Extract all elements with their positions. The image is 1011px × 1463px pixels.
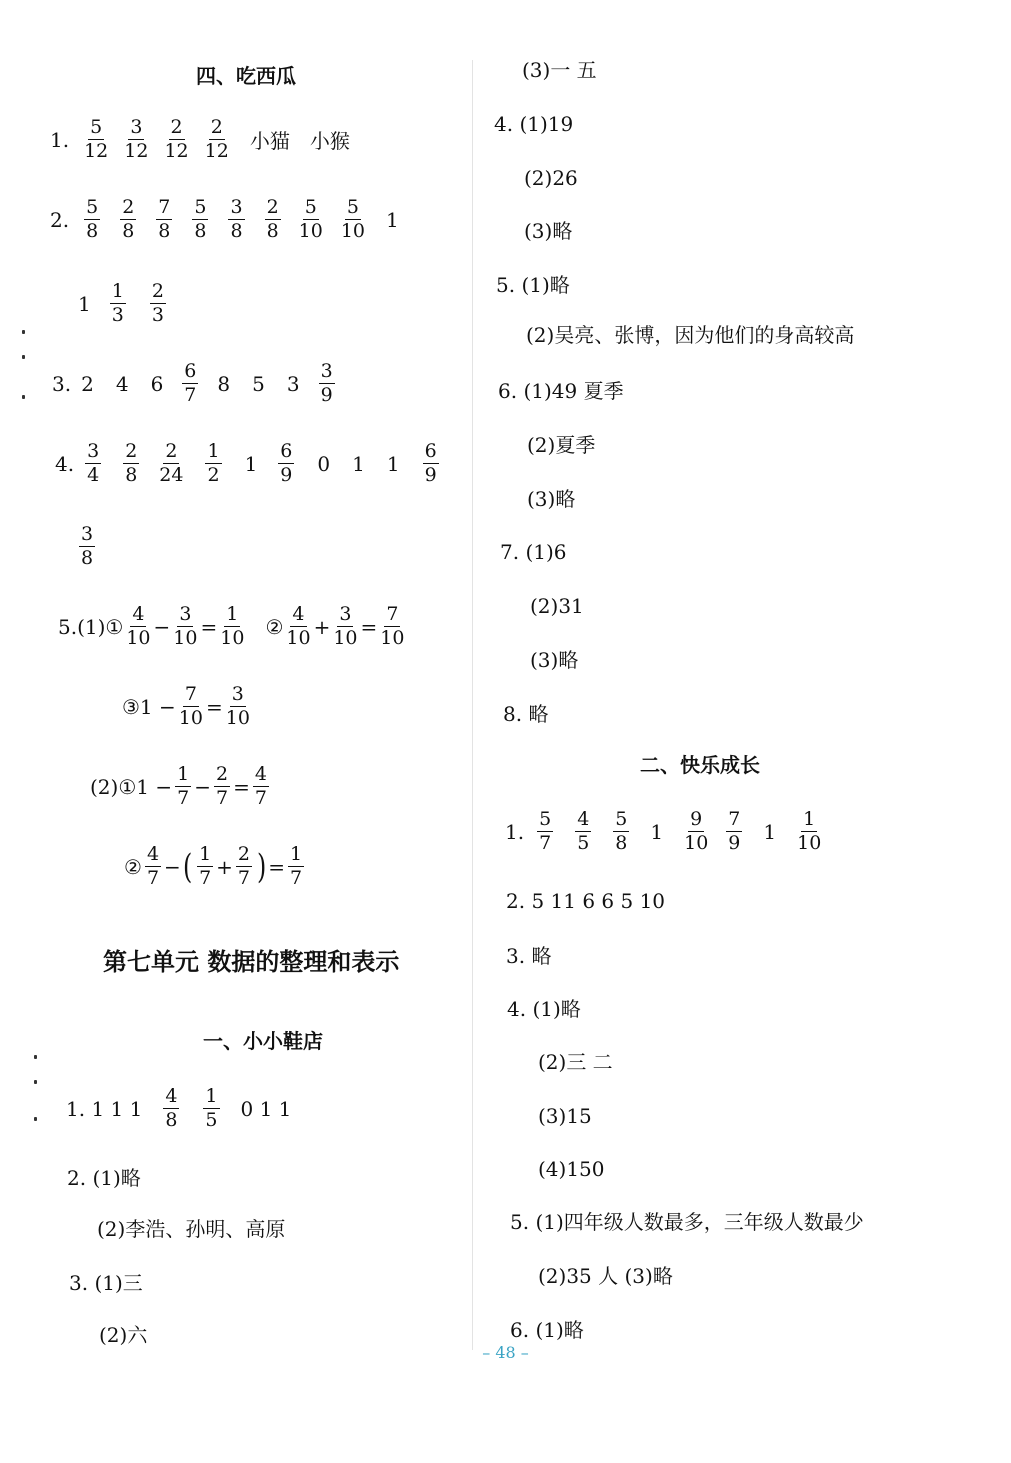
fraction: $\frac{3}{12}$ <box>124 116 149 162</box>
right-line-1: (3)一 五 <box>522 58 597 82</box>
fraction: $\frac{4}{7}$ <box>146 843 160 889</box>
answer-value: 6 <box>150 371 164 396</box>
scan-mark <box>34 1055 37 1059</box>
fraction: $\frac{2}{8}$ <box>266 196 279 242</box>
fraction: $\frac{9}{10}$ <box>684 808 709 854</box>
fraction: $\frac{3}{8}$ <box>230 196 243 242</box>
fraction: $\frac{2}{7}$ <box>237 843 251 889</box>
scan-mark <box>22 355 25 359</box>
growth-answer-row-1 <box>505 810 824 853</box>
right-line-8: (2)夏季 <box>527 433 596 457</box>
fraction: $\frac{1}{7}$ <box>290 843 303 889</box>
growth-answer-row-5: (2)三 二 <box>538 1050 613 1074</box>
answer-row-3 <box>52 362 338 405</box>
operator: + <box>313 614 331 639</box>
answer-row-5-2-2 <box>124 845 307 888</box>
answer-value: 1 <box>650 819 664 844</box>
fraction: $\frac{1}{10}$ <box>797 808 822 854</box>
growth-answer-row-9: (2)35 人 (3)略 <box>538 1264 673 1288</box>
fraction: $\frac{3}{10}$ <box>333 603 358 649</box>
fraction: $\frac{6}{7}$ <box>184 360 197 406</box>
fraction: $\frac{2}{3}$ <box>151 280 164 326</box>
answer-value: 4 <box>115 371 129 396</box>
fraction: $\frac{1}{3}$ <box>111 280 124 326</box>
answer-value: 1 <box>244 451 258 476</box>
column-divider <box>472 60 473 1350</box>
operator: = <box>200 614 218 639</box>
answer-row-2 <box>50 198 399 241</box>
shoe-answer-row-3b: (2)六 <box>99 1323 148 1347</box>
scan-mark <box>22 395 25 399</box>
fraction: $\frac{5}{8}$ <box>615 808 628 854</box>
fraction: $\frac{6}{9}$ <box>280 440 293 486</box>
shoe-answer-row-2b: (2)李浩、孙明、高原 <box>97 1217 286 1241</box>
operator: = <box>205 694 223 719</box>
fraction: $\frac{5}{10}$ <box>340 196 366 242</box>
operator: − <box>194 774 211 799</box>
sub-item-marker: ② <box>265 614 284 639</box>
right-line-9: (3)略 <box>527 487 576 511</box>
answer-row-1 <box>50 118 350 161</box>
item-number: 5.(1)① <box>58 614 124 639</box>
growth-answer-row-7: (4)150 <box>538 1157 605 1181</box>
fraction: $\frac{4}{10}$ <box>126 603 151 649</box>
fraction: $\frac{2}{12}$ <box>204 116 229 162</box>
left-paren: ( <box>182 846 193 887</box>
operator: − <box>153 614 171 639</box>
right-line-13: 8. 略 <box>503 702 549 726</box>
fraction: $\frac{4}{7}$ <box>254 763 267 809</box>
right-line-12: (3)略 <box>530 648 579 672</box>
item-number: 1. <box>50 127 70 152</box>
right-paren: ) <box>257 846 267 887</box>
answer-value: 1 <box>352 451 365 476</box>
growth-answer-row-10: 6. (1)略 <box>510 1318 584 1342</box>
answer-row-2-continued <box>78 282 169 325</box>
answer-row-4 <box>55 442 442 485</box>
operator: = <box>360 614 378 639</box>
operator: − <box>164 854 181 879</box>
shoe-answer-row-1 <box>66 1087 291 1130</box>
item-number: 1. <box>505 819 525 844</box>
answer-text: 小猫 <box>249 129 290 153</box>
fraction: $\frac{5}{8}$ <box>194 196 207 242</box>
right-line-5: 5. (1)略 <box>496 273 570 297</box>
operator: = <box>268 854 286 879</box>
fraction: $\frac{2}{8}$ <box>125 440 138 486</box>
fraction: $\frac{7}{10}$ <box>380 603 405 649</box>
answer-row-4-continued <box>76 525 98 568</box>
growth-answer-row-3: 3. 略 <box>506 944 552 968</box>
fraction: $\frac{4}{10}$ <box>286 603 311 649</box>
fraction: $\frac{4}{5}$ <box>577 808 590 854</box>
answer-row-5-1 <box>58 605 407 648</box>
answer-value: 3 <box>286 371 300 396</box>
growth-answer-row-6: (3)15 <box>538 1104 592 1128</box>
growth-answer-row-2: 2. 5 11 6 6 5 10 <box>506 889 666 913</box>
fraction: $\frac{5}{7}$ <box>539 808 552 854</box>
answer-text: 0 1 1 <box>240 1096 292 1121</box>
fraction: $\frac{7}{9}$ <box>728 808 741 854</box>
fraction: $\frac{1}{7}$ <box>177 763 190 809</box>
fraction: $\frac{3}{10}$ <box>173 603 198 649</box>
growth-answer-row-4: 4. (1)略 <box>507 997 581 1021</box>
fraction: $\frac{5}{10}$ <box>298 196 323 242</box>
operator: = <box>233 774 250 799</box>
fraction: $\frac{2}{8}$ <box>122 196 135 242</box>
sub-item-marker: ② <box>124 854 142 879</box>
scan-mark <box>34 1080 37 1084</box>
shoe-answer-row-3a: 3. (1)三 <box>69 1271 143 1295</box>
answer-value: 2 <box>81 371 94 396</box>
operator: + <box>216 854 233 879</box>
answer-row-5-2 <box>90 765 272 808</box>
answer-value: 1 <box>763 819 777 844</box>
fraction: $\frac{1}{7}$ <box>199 843 212 889</box>
answer-value: 0 <box>317 451 331 476</box>
fraction: $\frac{1}{2}$ <box>207 440 220 486</box>
fraction: $\frac{1}{10}$ <box>220 603 245 649</box>
scan-mark <box>22 330 25 334</box>
shoe-answer-row-2a: 2. (1)略 <box>67 1166 141 1190</box>
fraction: $\frac{3}{8}$ <box>81 523 94 569</box>
page-number: – 48 – <box>482 1343 529 1362</box>
fraction: $\frac{5}{8}$ <box>86 196 99 242</box>
answer-value: 1 <box>78 291 91 316</box>
answer-value: 1 <box>386 451 400 476</box>
fraction: $\frac{6}{9}$ <box>424 440 437 486</box>
fraction: $\frac{7}{10}$ <box>178 683 203 729</box>
fraction: $\frac{3}{4}$ <box>87 440 100 486</box>
right-line-3: (2)26 <box>524 166 578 190</box>
item-number: (2)①1 − <box>90 774 173 799</box>
item-number: 4. <box>55 451 75 476</box>
answer-value: 5 <box>252 371 265 396</box>
right-line-2: 4. (1)19 <box>494 112 574 136</box>
answer-text: 小猴 <box>309 129 350 153</box>
fraction: $\frac{7}{8}$ <box>158 196 171 242</box>
answer-value: 8 <box>217 371 231 396</box>
item-number: 3. <box>52 371 72 396</box>
fraction: $\frac{4}{8}$ <box>165 1085 178 1131</box>
sub-item-marker: ③1 − <box>122 694 176 719</box>
fraction: $\frac{1}{5}$ <box>205 1085 218 1131</box>
fraction: $\frac{5}{12}$ <box>84 116 109 162</box>
fraction: $\frac{2}{7}$ <box>215 763 229 809</box>
fraction: $\frac{3}{10}$ <box>225 683 250 729</box>
fraction: $\frac{2}{12}$ <box>164 116 189 162</box>
growth-answer-row-8: 5. (1)四年级人数最多，三年级人数最少 <box>510 1210 864 1234</box>
answer-text: 1. 1 1 1 <box>66 1096 143 1121</box>
right-line-4: (3)略 <box>524 219 573 243</box>
right-line-10: 7. (1)6 <box>500 540 567 564</box>
section-title-shoe-store: 一、小小鞋店 <box>203 1029 323 1053</box>
right-line-11: (2)31 <box>530 594 584 618</box>
answer-row-5-1-3 <box>122 685 253 728</box>
section-title-happy-growth: 二、快乐成长 <box>640 753 760 777</box>
right-line-6: (2)吴亮、张博，因为他们的身高较高 <box>526 323 855 347</box>
fraction: $\frac{3}{9}$ <box>320 360 333 406</box>
item-number: 2. <box>50 207 70 232</box>
right-line-7: 6. (1)49 夏季 <box>498 379 624 403</box>
scan-mark <box>34 1117 37 1121</box>
fraction: $\frac{2}{24}$ <box>159 440 184 486</box>
unit-title: 第七单元 数据的整理和表示 <box>103 948 400 976</box>
section-title-eat-watermelon: 四、吃西瓜 <box>196 64 296 88</box>
answer-value: 1 <box>386 207 399 232</box>
